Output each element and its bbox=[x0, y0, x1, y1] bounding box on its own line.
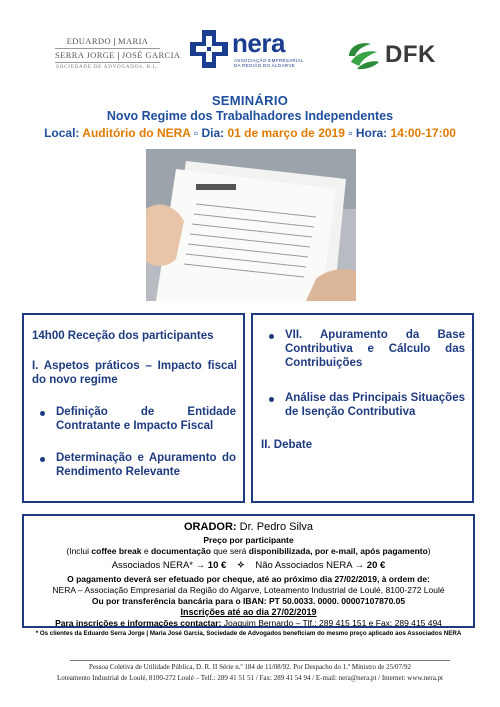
law-firm-name-1: EDUARDO bbox=[66, 36, 111, 46]
includes-text-4: ) bbox=[427, 546, 431, 556]
event-kind: SEMINÁRIO bbox=[211, 93, 289, 108]
price-heading: Preço por participante bbox=[203, 535, 294, 545]
nera-tagline-1: ASSOCIAÇÃO EMPRESARIAL bbox=[234, 58, 304, 63]
nera-wordmark: nera bbox=[232, 28, 285, 58]
speaker-label: ORADOR: bbox=[184, 521, 237, 533]
footer-legal: Pessoa Coletiva de Utilidade Pública, D. R. II Série n.º 184 de 11/08/92. Por Despacho do 1.º Ministro de 25/07/92 bbox=[89, 663, 411, 671]
payment-instructions: O pagamento deverá ser efetuado por cheque, até ao próximo dia 27/02/2019, à ordem de: bbox=[67, 574, 430, 584]
arrow-icon: → bbox=[354, 560, 365, 571]
dia-label: Dia: bbox=[201, 126, 225, 140]
separator-1: ▫ bbox=[193, 126, 199, 140]
bullet-icon bbox=[40, 411, 45, 416]
footnote: * Os clientes da Eduardo Serra Jorge | Maria José Garcia, Sociedade de Advogados beneficiam do mesmo preço aplicado aos Associados NERA bbox=[35, 630, 462, 637]
dfk-wordmark: DFK bbox=[385, 41, 436, 68]
program-item-4: Análise das Principais Situações de Isenção Contributiva bbox=[285, 392, 465, 418]
local-label: Local: bbox=[44, 126, 80, 140]
section-1-title: I. Aspetos práticos – Impacto fiscal do novo regime bbox=[32, 360, 237, 386]
assoc-price: 10 € bbox=[207, 560, 227, 571]
program-left-box bbox=[22, 313, 245, 503]
hora-value: 14:00-17:00 bbox=[390, 126, 456, 140]
footer-contacts: Loteamento Industrial de Loulé, 8100-272 Loulé – Telf.: 289 41 51 51 / Fax: 289 41 54 94 / E-mail: nera@nera.pt / Internet: www.nera.pt bbox=[56, 674, 443, 682]
law-firm-logo bbox=[55, 36, 181, 71]
section-2-title: II. Debate bbox=[261, 439, 313, 451]
details-box bbox=[22, 514, 475, 628]
event-title: Novo Regime dos Trabalhadores Independentes bbox=[106, 109, 394, 123]
nera-logo bbox=[188, 28, 318, 70]
contact-label: Para inscrições e informações contactar: bbox=[55, 618, 222, 628]
includes-text-3: que será bbox=[210, 546, 249, 556]
program-item-1: Definição de Entidade Contratante e Impacto Fiscal bbox=[56, 406, 236, 432]
speaker-name: Dr. Pedro Silva bbox=[239, 521, 313, 533]
prices-line bbox=[24, 560, 473, 571]
diamond-icon: ✧ bbox=[236, 560, 245, 571]
includes-coffee: coffee break bbox=[91, 546, 142, 556]
nera-tagline-2: DA REGIÃO DO ALGARVE bbox=[234, 63, 295, 68]
arrow-icon: → bbox=[195, 560, 206, 571]
includes-text-2: e bbox=[141, 546, 151, 556]
law-firm-name-3: SERRA JORGE bbox=[55, 50, 115, 61]
bullet-icon bbox=[269, 334, 274, 339]
registration-deadline: Inscrições até ao dia 27/02/2019 bbox=[180, 607, 317, 617]
globe-icon bbox=[345, 40, 381, 72]
nonassoc-label: Não Associados NERA bbox=[255, 560, 353, 571]
includes-line bbox=[24, 546, 473, 556]
speaker-line bbox=[24, 521, 473, 533]
includes-avail: disponibilizada, por e-mail, após pagamento bbox=[248, 546, 428, 556]
separator-2: ▫ bbox=[348, 126, 353, 140]
bullet-icon bbox=[40, 457, 45, 462]
program-item-3: VII. Apuramento da Base Contributiva e Cálculo das Contribuições bbox=[285, 329, 465, 369]
program-item-2: Determinação e Apuramento do Rendimento Relevante bbox=[56, 452, 236, 478]
payment-address: NERA – Associação Empresarial da Região do Algarve, Loteamento Industrial de Loulé, 8100-272 Loulé bbox=[52, 585, 445, 595]
event-photo bbox=[146, 149, 356, 301]
hora-label: Hora: bbox=[355, 126, 388, 140]
event-info bbox=[0, 126, 500, 140]
footer-divider bbox=[70, 660, 450, 661]
reception-text: 14h00 Receção dos participantes bbox=[32, 330, 214, 342]
law-firm-subtitle: SOCIEDADE DE ADVOGADOS, R.L. bbox=[56, 65, 159, 71]
assoc-label: Associados NERA* bbox=[111, 560, 193, 571]
contact-line bbox=[24, 618, 473, 628]
includes-doc: documentação bbox=[150, 546, 211, 556]
dfk-logo bbox=[345, 40, 455, 72]
contact-value: Joaquim Bernardo – Tlf.: 289 415 151 e Fax: 289 415 494 bbox=[223, 618, 442, 628]
bullet-icon bbox=[269, 397, 274, 402]
payment-iban: Ou por transferência bancária para o IBAN: PT 50.0033. 0000. 00007107870.05 bbox=[91, 596, 406, 606]
dia-value: 01 de março de 2019 bbox=[227, 126, 345, 140]
law-firm-name-2: MARIA bbox=[118, 36, 149, 46]
includes-text-1: (Inclui bbox=[66, 546, 92, 556]
nonassoc-price: 20 € bbox=[366, 560, 386, 571]
program-right-box bbox=[251, 313, 474, 503]
cross-icon bbox=[188, 28, 230, 70]
local-value: Auditório do NERA bbox=[82, 126, 191, 140]
law-firm-name-4: JOSÉ GARCIA bbox=[121, 50, 181, 61]
